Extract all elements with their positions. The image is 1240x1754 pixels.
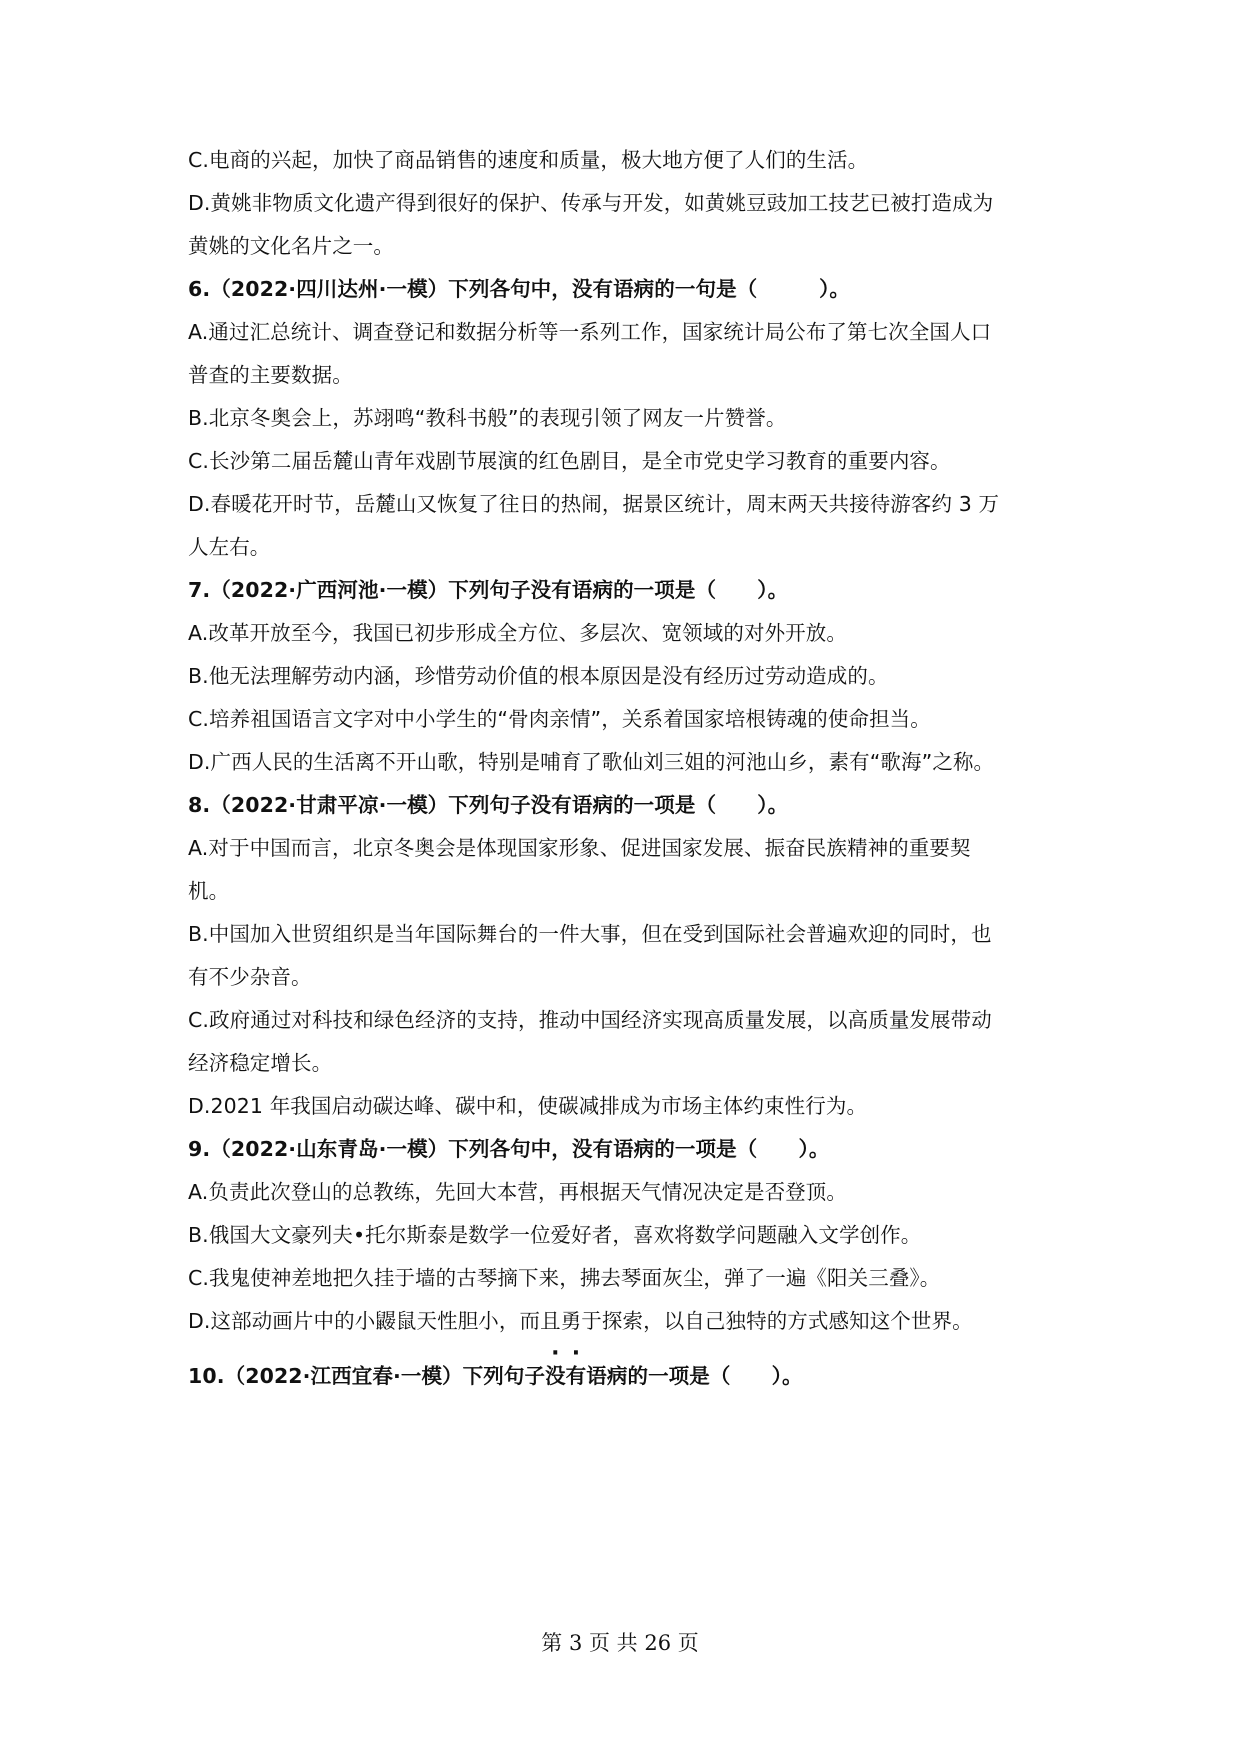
option-line: B.中国加入世贸组织是当年国际舞台的一件大事，但在受到国际社会普遍欢迎的同时，也 (188, 922, 992, 946)
option-line: D.春暖花开时节，岳麓山又恢复了往日的热闹，据景区统计，周末两天共接待游客约 3 万 (188, 492, 1000, 516)
option-line: B.他无法理解劳动内涵，珍惜劳动价值的根本原因是没有经历过劳动造成的。 (188, 664, 889, 688)
option-line: B.俄国大文豪列夫•托尔斯泰是数学一位爱好者，喜欢将数学问题融入文学创作。 (188, 1223, 922, 1247)
question-10-title (188, 1362, 803, 1390)
option-line: 有不少杂音。 (188, 965, 312, 989)
option-line: D.2021 年我国启动碳达峰、碳中和，使碳减排成为市场主体约束性行为。 (188, 1094, 868, 1118)
question-10-prefix: 10.（2022·江西宜春·一模）下列句子 (188, 1364, 546, 1388)
option-line: C.培养祖国语言文字对中小学生的“骨肉亲情”，关系着国家培根铸魂的使命担当。 (188, 707, 931, 731)
question-6-title: 6.（2022·四川达州·一模）下列各句中，没有语病的一句是（ ）。 (188, 277, 851, 301)
option-line: 普查的主要数据。 (188, 363, 353, 387)
option-line: A.通过汇总统计、调查登记和数据分析等一系列工作，国家统计局公布了第七次全国人口 (188, 320, 992, 344)
option-line: 黄姚的文化名片之一。 (188, 234, 394, 258)
option-line: A.改革开放至今，我国已初步形成全方位、多层次、宽领域的对外开放。 (188, 621, 847, 645)
option-line: A.负责此次登山的总教练，先回大本营，再根据天气情况决定是否登顶。 (188, 1180, 847, 1204)
question-9-title: 9.（2022·山东青岛·一模）下列各句中，没有语病的一项是（ ）。 (188, 1137, 830, 1161)
option-line: 机。 (188, 879, 230, 903)
option-line: C.长沙第二届岳麓山青年戏剧节展演的红色剧目，是全市党史学习教育的重要内容。 (188, 449, 951, 473)
option-line: 经济稳定增长。 (188, 1051, 333, 1075)
emphasis-char: 没 (545, 1364, 566, 1388)
option-line: C.政府通过对科技和绿色经济的支持，推动中国经济实现高质量发展，以高质量发展带动 (188, 1008, 992, 1032)
option-line: A.对于中国而言，北京冬奥会是体现国家形象、促进国家发展、振奋民族精神的重要契 (188, 836, 971, 860)
question-8-title: 8.（2022·甘肃平凉·一模）下列句子没有语病的一项是（ ）。 (188, 793, 789, 817)
page-footer: 第 3 页 共 26 页 (541, 1631, 699, 1655)
option-line: D.这部动画片中的小鼹鼠天性胆小，而且勇于探索，以自己独特的方式感知这个世界。 (188, 1309, 973, 1333)
option-line: C.电商的兴起，加快了商品销售的速度和质量，极大地方便了人们的生活。 (188, 148, 869, 172)
emphasis-char: 有 (565, 1364, 587, 1388)
option-line: C.我鬼使神差地把久挂于墙的古琴摘下来，拂去琴面灰尘，弹了一遍《阳关三叠》。 (188, 1266, 941, 1290)
question-10-suffix: 语病的一项是（ ）。 (586, 1364, 803, 1388)
option-line: D.黄姚非物质文化遗产得到很好的保护、传承与开发，如黄姚豆豉加工技艺已被打造成为 (188, 191, 994, 215)
option-line: 人左右。 (188, 535, 271, 559)
option-line: B.北京冬奥会上，苏翊鸣“教科书般”的表现引领了网友一片赞誉。 (188, 406, 787, 430)
option-line: D.广西人民的生活离不开山歌，特别是哺育了歌仙刘三姐的河池山乡，素有“歌海”之称。 (188, 750, 995, 774)
question-7-title: 7.（2022·广西河池·一模）下列句子没有语病的一项是（ ）。 (188, 578, 789, 602)
